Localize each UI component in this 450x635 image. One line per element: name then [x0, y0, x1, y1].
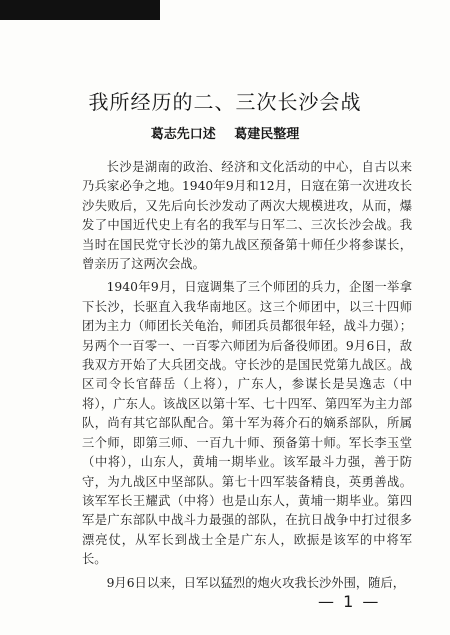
document-authors: [0, 123, 450, 142]
editor-credit: 葛建民整理: [234, 127, 300, 142]
body-paragraph: 1940年9月，日寇调集了三个师团的兵力，企图一举拿下长沙，长驱直入我华南地区。这三个师团中，以三十四师团为主力（师团长关龟治，师团兵员都很年轻，战斗力强）；另两个一百零一、一百零六师团为后备役师团。9月6日，敌我双方开始了大兵团交战。守长沙的是国民党第九战区。战区司令长官薛岳（上将），广东人，参谋长是吴逸志（中将），广东人。该战区以第十军、七十四军、第四军为主力部队，尚有其它部队配合。第十军为蒋介石的嫡系部队，所属三个师，即第三师、一百九十师、预备第十师。军长李玉堂（中将），山东人，黄埔一期毕业。该军最斗力强，善于防守，为九战区中坚部队。第七十四军装备精良，英勇善战。该军军长王耀武（中将）也是山东人，黄埔一期毕业。第四军是广东部队中战斗力最强的部队，在抗日战争中打过很多漂亮仗，从军长到战士全是广东人，欧振是该军的中将军长。: [82, 280, 412, 567]
scan-edge-mark: [0, 0, 160, 20]
narrator-credit: 葛志先口述: [150, 127, 216, 142]
document-title: 我所经历的二、三次长沙会战: [88, 90, 362, 114]
body-paragraph: 长沙是湖南的政治、经济和文化活动的中心，自古以来乃兵家必争之地。1940年9月和12月，日寇在第一次进攻长沙失败后，又先后向长沙发动了两次大规模进攻，从而，爆发了中国近代史上有名的我军与日军二、三次长沙会战。我当时在国民党守长沙的第九战区预备第十师任少将参谋长，曾亲历了这两次会战。: [82, 160, 412, 272]
body-paragraph: 9月6日以来，日军以猛烈的炮火攻我长沙外围，随后，: [106, 575, 406, 590]
page-number: — 1 —: [318, 592, 381, 611]
document-body: [82, 158, 412, 597]
